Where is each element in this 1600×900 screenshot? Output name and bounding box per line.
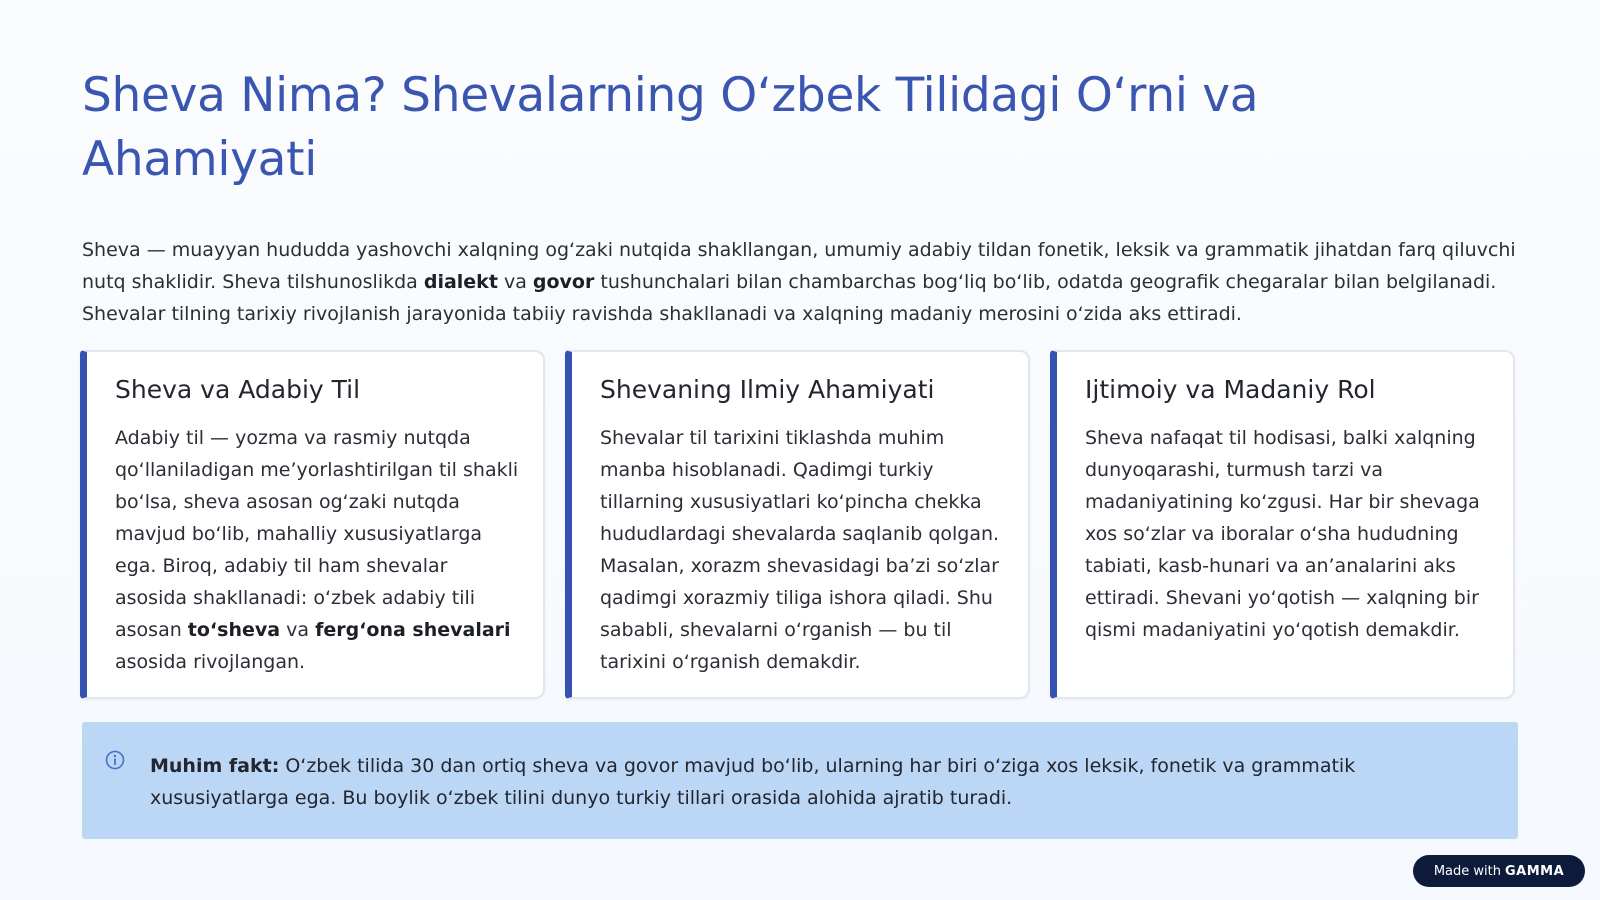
card-heading: Ijtimoiy va Madaniy Rol (1085, 375, 1376, 404)
card-body: Sheva nafaqat til hodisasi, balki xalqning dunyoqarashi, turmush tarzi va madaniyatining ko‘zgusi. Har bir shevaga xos so‘zlar va iboralar o‘sha hududning tabiati, kasb-hunari va an’analarini aks ettiradi. Shevani yo‘qotish — xalqning bir qismi madaniyatini yo‘qotish demakdir. (1085, 427, 1480, 641)
badge-prefix: Made with (1433, 863, 1501, 879)
intro-bold-govor: govor (532, 271, 595, 293)
intro-bold-dialekt: dialekt (423, 271, 498, 293)
badge-brand: GAMMA (1504, 863, 1565, 879)
intro-text-1: Sheva — muayyan hududda yashovchi xalqning og‘zaki nutqida shakllangan, umumiy adabiy tildan fonetik, leksik va grammatik jihatdan farq qiluvchi nutq shaklidir. Sheva tilshunoslikda (82, 239, 1516, 293)
card-text-3: asosida rivojlangan. (115, 651, 306, 673)
card-bold-tosheva: to‘sheva (187, 619, 281, 641)
fact-label: Muhim fakt: (150, 755, 280, 777)
card-bold-fergona: ferg‘ona shevalari (315, 619, 511, 641)
card-text-2: va (280, 619, 316, 641)
info-icon (105, 750, 125, 770)
made-with-gamma-badge[interactable] (1413, 855, 1585, 887)
card-sheva-adabiy-til (80, 350, 545, 699)
card-body (115, 422, 519, 678)
intro-paragraph (82, 234, 1522, 330)
fact-text (150, 750, 1478, 814)
card-ilmiy-ahamiyati (565, 350, 1030, 699)
card-row (80, 350, 1520, 699)
card-text-1: Adabiy til — yozma va rasmiy nutqda qo‘llaniladigan me’yorlashtirilgan til shakli bo‘lsa, sheva asosan og‘zaki nutqda mavjud bo‘lib, mahalliy xususiyatlarga ega. Biroq, adabiy til ham shevalar asosida shakllanadi: o‘zbek adabiy tili asosan (115, 427, 519, 641)
card-body: Shevalar til tarixini tiklashda muhim manba hisoblanadi. Qadimgi turkiy tillarning xususiyatlari ko‘pincha chekka hududlardagi shevalarda saqlanib qolgan. Masalan, xorazm shevasidagi ba’zi so‘zlar qadimgi xorazmiy tiliga ishora qiladi. Shu sababli, shevalarni o‘rganish — bu til tarixini o‘rganish demakdir. (600, 427, 1000, 673)
card-heading: Shevaning Ilmiy Ahamiyati (600, 375, 935, 404)
fact-body: O‘zbek tilida 30 dan ortiq sheva va govor mavjud bo‘lib, ularning har biri o‘ziga xos leksik, fonetik va grammatik xususiyatlarga ega. Bu boylik o‘zbek tilini dunyo turkiy tillari orasida alohida ajratib turadi. (150, 755, 1356, 809)
page-title: Sheva Nima? Shevalarning O‘zbek Tilidagi O‘rni va Ahamiyati (82, 68, 1259, 187)
important-fact-callout (82, 722, 1518, 839)
intro-text-3: tushunchalari bilan chambarchas bog‘liq bo‘lib, odatda geografik chegaralar bilan belgilanadi. Shevalar tilning tarixiy rivojlanish jarayonida tabiiy ravishda shakllanadi va xalqning madaniy merosini o‘zida aks ettiradi. (82, 271, 1497, 325)
intro-text-2: va (497, 271, 533, 293)
card-heading: Sheva va Adabiy Til (115, 375, 361, 404)
card-ijtimoiy-madaniy-rol (1050, 350, 1515, 699)
